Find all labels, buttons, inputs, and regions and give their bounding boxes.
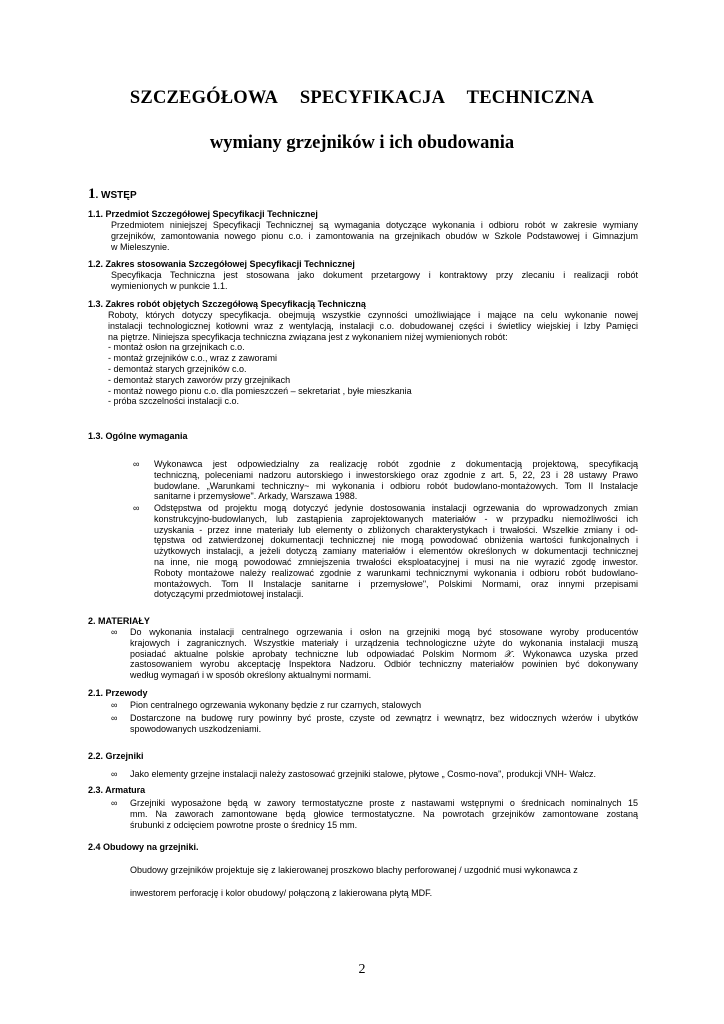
general-req-bullet-2: Odstępstwa od projektu mogą dotyczyć jedynie dostosowania instalacji ogrzewania do wprowadzonych zmian konstrukcyjno-budowlanych, lub zastąpienia zaprojektowanych materiałów - w przypadku niemożliwości ich uzyskania - przez inne materiały lub elementy o zbliżonych charakterystykach i trwałości. Wszelkie zmiany i od- tępstwa od zatwierdzonej dokumentacji technicznej nie mogą powodować obniżenia wartości funkcjonalnych i użytkowych instalacji, a jeżeli dotyczą zamiany materiałów i elementów określonych w dokumentacji technicznej na inne, nie mogą powodować zmniejszenia trwałości eksploatacyjnej i musi na nie wyrazić zgodę inwestor. Roboty montażowe należy realizować zgodnie z warunkami technicznymi wykonania i odbioru robót budowlano- montażowych. Tom II Instalacje sanitarne i przemysłowe", Polskimi Normami, oraz innymi przepisami dotyczącymi przedmiotowej instalacji. [154,503,638,600]
section-2-3-bullet-1: Grzejniki wyposażone będą w zawory termostatyczne proste z nastawami wstępnymi o średnicach nominalnych 15 mm. Na zaworach zamontowane będą głowice termostatyczne. Na powrotach grzejników zamontowane zostaną śrubunki z odcięciem powrotne proste o średnicy 15 mm. [130,798,638,830]
section-2-4-line-2: inwestorem perforację i kolor obudowy/ połączoną z lakierowana płytą MDF. [130,888,433,898]
section-2-heading: 2. MATERIAŁY [88,616,150,626]
bullet-icon: ∞ [111,713,118,723]
bullet-icon: ∞ [133,459,140,469]
bullet-icon: ∞ [111,798,118,808]
section-2-2-bullet-1: Jako elementy grzejne instalacji należy zastosować grzejniki stalowe, płytowe „ Cosmo-nova", produkcji VNH- Wałcz. [130,769,597,779]
section-1-1-text: Przedmiotem niniejszej Specyfikacji Technicznej są wymagania dotyczące wykonania i odbioru robót w zakresie wymiany grzejników, zamontowania nowego pionu c.o. i zamontowania na grzejnikach obudów w Szkole Podstawowej i Gimnazjum w Mieleszynie. [111,220,638,252]
section-1-3-general-heading: 1.3. Ogólne wymagania [88,431,188,441]
section-1-heading: 1. WSTĘP [88,186,137,202]
section-2-1-bullet-1: Pion centralnego ogrzewania wykonany będzie z rur czarnych, stalowych [130,700,422,710]
section-2-4-heading: 2.4 Obudowy na grzejniki. [88,842,199,852]
section-2-text: Do wykonania instalacji centralnego ogrzewania i osłon na grzejniki mogą być stosowane wyroby producentów krajowych i zagranicznych. Wszystkie materiały i urządzenia technologiczne użyte do wykonania instalacji muszą posiadać aktualne polskie aprobaty techniczne lub odpowiadać Polskim Normom 𝒳. Wykonawca uzyska przed zastosowaniem wyrobu akceptację Inspektora Nadzoru. Odbiór techniczny materiałów powinien być dokonywany według wymagań i w sposób określony aktualnymi normami. [130,627,638,681]
bullet-icon: ∞ [133,503,140,513]
section-1-2-text: Specyfikacja Techniczna jest stosowana jako dokument przetargowy i kontraktowy przy zlecaniu i realizacji robót wymienionych w punkcie 1.1. [111,270,638,291]
bullet-icon: ∞ [111,700,118,710]
bullet-icon: ∞ [111,769,118,779]
section-2-1-heading: 2.1. Przewody [88,688,148,698]
section-1-3-text: Roboty, których dotyczy specyfikacja. obejmują wszystkie czynności umożliwiające i mające na celu wykonanie nowej instalacji technologicznej kotłowni wraz z wentylacją, instalacji c.o. dobudowanej części i świetlicy wiejskiej i Izby Pamięci na piętrze. Niniejsza specyfikacja techniczna związana jest z wykonaniem niżej wymienionych robót: - montaż osłon na grzejnikach c.o. - montaż grzejników c.o., wraz z zaworami - demontaż starych grzejników c.o. - demontaż starych zaworów przy grzejnikach - montaż nowego pionu c.o. dla pomieszczeń – sekretariat , byłe mieszkania - próba szczelności instalacji c.o. [108,310,638,407]
section-1-3-heading: 1.3. Zakres robót objętych Szczegółową Specyfikacją Techniczną [88,299,366,309]
section-2-4-line-1: Obudowy grzejników projektuje się z lakierowanej proszkowo blachy perforowanej / uzgodnić musi wykonawca z [130,865,578,875]
section-1-1-heading: 1.1. Przedmiot Szczegółowej Specyfikacji Technicznej [88,209,318,219]
section-1-2-heading: 1.2. Zakres stosowania Szczegółowej Specyfikacji Technicznej [88,259,355,269]
document-subtitle: wymiany grzejników i ich obudowania [209,133,515,153]
general-req-bullet-1: Wykonawca jest odpowiedzialny za realizację robót zgodnie z dokumentacją projektową, specyfikacją techniczną, poleceniami nadzoru autorskiego i inwestorskiego oraz zgodnie z art. 5, 22, 23 i 28 ustawy Prawo budowlane. „Warunkami techniczny~ mi wykonania i odbioru robót budowlano-montażowych. Tom II Instalacje sanitarne i przemysłowe". Arkady, Warszawa 1988. [154,459,638,502]
document-title: SZCZEGÓŁOWA SPECYFIKACJA TECHNICZNA [129,88,595,108]
page-number: 2 [358,962,366,977]
bullet-icon: ∞ [111,627,118,637]
section-2-1-bullet-2: Dostarczone na budowę rury powinny być proste, czyste od zewnątrz i wewnątrz, bez widocznych wżerów i ubytków spowodowanych uszkodzeniami. [130,713,638,734]
section-2-2-heading: 2.2. Grzejniki [88,751,144,761]
section-2-3-heading: 2.3. Armatura [88,785,146,795]
